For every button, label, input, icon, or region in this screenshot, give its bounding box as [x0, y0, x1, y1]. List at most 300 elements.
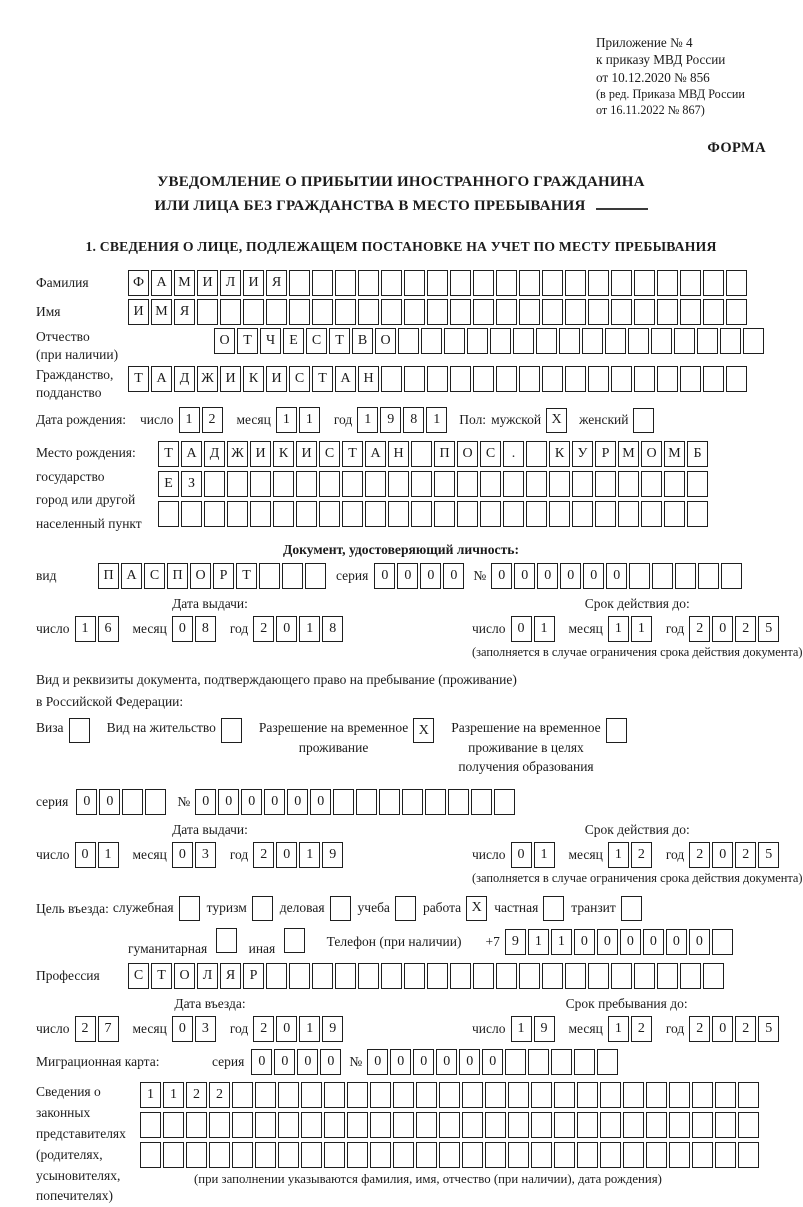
char-cell[interactable]	[312, 270, 333, 296]
char-cell[interactable]	[301, 1082, 322, 1108]
char-cell[interactable]: А	[365, 441, 386, 467]
char-cell[interactable]	[519, 963, 540, 989]
char-cell[interactable]: 1	[608, 1016, 629, 1042]
char-cell[interactable]: 8	[195, 616, 216, 642]
char-cell[interactable]	[421, 328, 442, 354]
char-cell[interactable]: 0	[514, 563, 535, 589]
char-cell[interactable]	[646, 1112, 667, 1138]
char-cell[interactable]: О	[190, 563, 211, 589]
char-cell[interactable]	[703, 963, 724, 989]
char-cell[interactable]	[480, 471, 501, 497]
char-cell[interactable]: 0	[666, 929, 687, 955]
char-cell[interactable]: 9	[505, 929, 526, 955]
char-cell[interactable]: 1	[299, 1016, 320, 1042]
char-cell[interactable]	[490, 328, 511, 354]
char-cell[interactable]: 0	[560, 563, 581, 589]
char-cell[interactable]: В	[352, 328, 373, 354]
char-cell[interactable]: М	[174, 270, 195, 296]
char-cell[interactable]	[312, 963, 333, 989]
char-cell[interactable]	[365, 471, 386, 497]
char-cell[interactable]: М	[151, 299, 172, 325]
char-cell[interactable]	[473, 963, 494, 989]
char-cell[interactable]	[605, 328, 626, 354]
purpose-tourism-checkbox[interactable]	[252, 896, 273, 921]
char-cell[interactable]: 0	[218, 789, 239, 815]
char-cell[interactable]	[526, 471, 547, 497]
char-cell[interactable]: 0	[195, 789, 216, 815]
char-cell[interactable]	[450, 270, 471, 296]
char-cell[interactable]: К	[273, 441, 294, 467]
char-cell[interactable]: 0	[712, 1016, 733, 1042]
char-cell[interactable]: 2	[631, 842, 652, 868]
char-cell[interactable]	[250, 501, 271, 527]
char-cell[interactable]	[715, 1112, 736, 1138]
char-cell[interactable]	[680, 299, 701, 325]
char-cell[interactable]	[388, 471, 409, 497]
char-cell[interactable]	[163, 1112, 184, 1138]
char-cell[interactable]: 0	[251, 1049, 272, 1075]
char-cell[interactable]: М	[618, 441, 639, 467]
char-cell[interactable]	[227, 471, 248, 497]
char-cell[interactable]: 9	[534, 1016, 555, 1042]
char-cell[interactable]	[296, 471, 317, 497]
char-cell[interactable]: Р	[595, 441, 616, 467]
char-cell[interactable]	[536, 328, 557, 354]
char-cell[interactable]: 0	[537, 563, 558, 589]
char-cell[interactable]: 0	[274, 1049, 295, 1075]
char-cell[interactable]: 0	[276, 616, 297, 642]
char-cell[interactable]: Д	[174, 366, 195, 392]
char-cell[interactable]	[439, 1112, 460, 1138]
char-cell[interactable]: О	[641, 441, 662, 467]
char-cell[interactable]	[494, 789, 515, 815]
char-cell[interactable]: 1	[608, 842, 629, 868]
char-cell[interactable]	[381, 963, 402, 989]
char-cell[interactable]	[402, 789, 423, 815]
char-cell[interactable]: 9	[322, 1016, 343, 1042]
char-cell[interactable]: 2	[186, 1082, 207, 1108]
char-cell[interactable]: А	[121, 563, 142, 589]
char-cell[interactable]	[273, 501, 294, 527]
char-cell[interactable]: И	[250, 441, 271, 467]
char-cell[interactable]	[675, 563, 696, 589]
char-cell[interactable]: 0	[374, 563, 395, 589]
char-cell[interactable]: 2	[253, 1016, 274, 1042]
char-cell[interactable]: С	[319, 441, 340, 467]
char-cell[interactable]	[496, 963, 517, 989]
char-cell[interactable]	[588, 270, 609, 296]
char-cell[interactable]	[365, 501, 386, 527]
char-cell[interactable]	[209, 1142, 230, 1168]
char-cell[interactable]: .	[503, 441, 524, 467]
char-cell[interactable]	[301, 1142, 322, 1168]
char-cell[interactable]	[628, 328, 649, 354]
char-cell[interactable]: 1	[179, 407, 200, 433]
char-cell[interactable]: 0	[397, 563, 418, 589]
char-cell[interactable]	[634, 270, 655, 296]
char-cell[interactable]	[393, 1112, 414, 1138]
char-cell[interactable]	[703, 366, 724, 392]
char-cell[interactable]	[618, 501, 639, 527]
char-cell[interactable]	[140, 1112, 161, 1138]
char-cell[interactable]: 0	[459, 1049, 480, 1075]
purpose-humanitarian-checkbox[interactable]	[216, 928, 237, 953]
char-cell[interactable]	[528, 1049, 549, 1075]
char-cell[interactable]: 2	[75, 1016, 96, 1042]
char-cell[interactable]	[319, 471, 340, 497]
char-cell[interactable]	[480, 501, 501, 527]
char-cell[interactable]: 1	[140, 1082, 161, 1108]
char-cell[interactable]	[324, 1082, 345, 1108]
char-cell[interactable]	[542, 963, 563, 989]
char-cell[interactable]: 0	[287, 789, 308, 815]
char-cell[interactable]: С	[306, 328, 327, 354]
char-cell[interactable]: 0	[574, 929, 595, 955]
char-cell[interactable]	[358, 270, 379, 296]
char-cell[interactable]	[577, 1142, 598, 1168]
char-cell[interactable]	[312, 299, 333, 325]
char-cell[interactable]	[305, 563, 326, 589]
char-cell[interactable]	[259, 563, 280, 589]
char-cell[interactable]: 0	[99, 789, 120, 815]
char-cell[interactable]: И	[266, 366, 287, 392]
char-cell[interactable]	[669, 1112, 690, 1138]
char-cell[interactable]	[595, 471, 616, 497]
char-cell[interactable]	[726, 270, 747, 296]
char-cell[interactable]	[503, 471, 524, 497]
char-cell[interactable]	[600, 1142, 621, 1168]
char-cell[interactable]: 0	[76, 789, 97, 815]
char-cell[interactable]: С	[144, 563, 165, 589]
char-cell[interactable]: П	[434, 441, 455, 467]
char-cell[interactable]: С	[289, 366, 310, 392]
char-cell[interactable]: 9	[380, 407, 401, 433]
char-cell[interactable]	[319, 501, 340, 527]
char-cell[interactable]	[381, 270, 402, 296]
char-cell[interactable]	[227, 501, 248, 527]
char-cell[interactable]: 0	[241, 789, 262, 815]
char-cell[interactable]	[411, 441, 432, 467]
char-cell[interactable]: 1	[608, 616, 629, 642]
char-cell[interactable]: 0	[511, 616, 532, 642]
char-cell[interactable]	[197, 299, 218, 325]
char-cell[interactable]: Е	[283, 328, 304, 354]
char-cell[interactable]	[531, 1112, 552, 1138]
char-cell[interactable]	[404, 299, 425, 325]
char-cell[interactable]	[657, 270, 678, 296]
char-cell[interactable]	[692, 1142, 713, 1168]
char-cell[interactable]: Р	[243, 963, 264, 989]
char-cell[interactable]: 0	[320, 1049, 341, 1075]
char-cell[interactable]: 9	[322, 842, 343, 868]
char-cell[interactable]: 1	[299, 407, 320, 433]
char-cell[interactable]: К	[243, 366, 264, 392]
purpose-work-checkbox[interactable]: X	[466, 896, 487, 921]
char-cell[interactable]: И	[243, 270, 264, 296]
char-cell[interactable]	[674, 328, 695, 354]
char-cell[interactable]	[657, 366, 678, 392]
char-cell[interactable]	[370, 1112, 391, 1138]
char-cell[interactable]: 0	[413, 1049, 434, 1075]
char-cell[interactable]	[122, 789, 143, 815]
char-cell[interactable]	[574, 1049, 595, 1075]
char-cell[interactable]: 1	[551, 929, 572, 955]
char-cell[interactable]: 3	[195, 1016, 216, 1042]
char-cell[interactable]	[370, 1142, 391, 1168]
char-cell[interactable]	[158, 501, 179, 527]
char-cell[interactable]	[416, 1142, 437, 1168]
char-cell[interactable]	[204, 501, 225, 527]
char-cell[interactable]: 2	[735, 1016, 756, 1042]
char-cell[interactable]: О	[375, 328, 396, 354]
char-cell[interactable]	[404, 366, 425, 392]
char-cell[interactable]	[577, 1112, 598, 1138]
char-cell[interactable]	[577, 1082, 598, 1108]
char-cell[interactable]: 0	[172, 842, 193, 868]
char-cell[interactable]	[692, 1112, 713, 1138]
char-cell[interactable]	[416, 1112, 437, 1138]
char-cell[interactable]: Л	[197, 963, 218, 989]
char-cell[interactable]	[462, 1082, 483, 1108]
char-cell[interactable]	[347, 1142, 368, 1168]
char-cell[interactable]	[565, 366, 586, 392]
char-cell[interactable]: 1	[98, 842, 119, 868]
char-cell[interactable]: П	[167, 563, 188, 589]
char-cell[interactable]	[554, 1082, 575, 1108]
char-cell[interactable]	[411, 501, 432, 527]
char-cell[interactable]	[508, 1082, 529, 1108]
char-cell[interactable]	[411, 471, 432, 497]
char-cell[interactable]	[398, 328, 419, 354]
char-cell[interactable]: С	[480, 441, 501, 467]
char-cell[interactable]: 0	[75, 842, 96, 868]
char-cell[interactable]	[669, 1142, 690, 1168]
char-cell[interactable]: 1	[534, 842, 555, 868]
char-cell[interactable]	[145, 789, 166, 815]
char-cell[interactable]	[692, 1082, 713, 1108]
char-cell[interactable]	[485, 1082, 506, 1108]
char-cell[interactable]	[738, 1082, 759, 1108]
char-cell[interactable]	[687, 471, 708, 497]
char-cell[interactable]	[457, 471, 478, 497]
char-cell[interactable]: Т	[342, 441, 363, 467]
char-cell[interactable]: Б	[687, 441, 708, 467]
purpose-official-checkbox[interactable]	[179, 896, 200, 921]
char-cell[interactable]: Я	[266, 270, 287, 296]
char-cell[interactable]	[623, 1112, 644, 1138]
char-cell[interactable]	[559, 328, 580, 354]
char-cell[interactable]: Я	[174, 299, 195, 325]
char-cell[interactable]: 2	[735, 616, 756, 642]
char-cell[interactable]	[427, 270, 448, 296]
char-cell[interactable]	[278, 1142, 299, 1168]
char-cell[interactable]	[448, 789, 469, 815]
char-cell[interactable]	[554, 1112, 575, 1138]
char-cell[interactable]	[703, 299, 724, 325]
char-cell[interactable]: 0	[367, 1049, 388, 1075]
char-cell[interactable]	[444, 328, 465, 354]
char-cell[interactable]	[186, 1112, 207, 1138]
char-cell[interactable]	[738, 1112, 759, 1138]
char-cell[interactable]	[347, 1112, 368, 1138]
char-cell[interactable]	[565, 270, 586, 296]
char-cell[interactable]: 2	[689, 1016, 710, 1042]
char-cell[interactable]: О	[457, 441, 478, 467]
char-cell[interactable]	[651, 328, 672, 354]
char-cell[interactable]	[549, 471, 570, 497]
char-cell[interactable]: Н	[358, 366, 379, 392]
purpose-private-checkbox[interactable]	[543, 896, 564, 921]
char-cell[interactable]	[721, 563, 742, 589]
char-cell[interactable]	[623, 1082, 644, 1108]
char-cell[interactable]	[335, 299, 356, 325]
char-cell[interactable]	[381, 299, 402, 325]
char-cell[interactable]: 0	[597, 929, 618, 955]
char-cell[interactable]	[657, 963, 678, 989]
purpose-other-checkbox[interactable]	[284, 928, 305, 953]
char-cell[interactable]: 0	[276, 1016, 297, 1042]
char-cell[interactable]: 2	[735, 842, 756, 868]
char-cell[interactable]	[519, 299, 540, 325]
char-cell[interactable]: С	[128, 963, 149, 989]
char-cell[interactable]: О	[214, 328, 235, 354]
char-cell[interactable]: 0	[172, 616, 193, 642]
char-cell[interactable]	[462, 1142, 483, 1168]
char-cell[interactable]	[427, 963, 448, 989]
char-cell[interactable]: Ф	[128, 270, 149, 296]
char-cell[interactable]: 0	[583, 563, 604, 589]
char-cell[interactable]	[471, 789, 492, 815]
char-cell[interactable]	[526, 501, 547, 527]
char-cell[interactable]: 1	[534, 616, 555, 642]
char-cell[interactable]	[526, 441, 547, 467]
char-cell[interactable]	[720, 328, 741, 354]
char-cell[interactable]	[204, 471, 225, 497]
char-cell[interactable]	[342, 471, 363, 497]
char-cell[interactable]	[416, 1082, 437, 1108]
char-cell[interactable]	[712, 929, 733, 955]
char-cell[interactable]	[358, 299, 379, 325]
char-cell[interactable]	[634, 963, 655, 989]
char-cell[interactable]: И	[128, 299, 149, 325]
char-cell[interactable]	[646, 1082, 667, 1108]
char-cell[interactable]	[697, 328, 718, 354]
char-cell[interactable]	[220, 299, 241, 325]
char-cell[interactable]: 0	[606, 563, 627, 589]
char-cell[interactable]: 1	[299, 842, 320, 868]
char-cell[interactable]	[738, 1142, 759, 1168]
char-cell[interactable]	[427, 366, 448, 392]
char-cell[interactable]: О	[174, 963, 195, 989]
char-cell[interactable]: Ч	[260, 328, 281, 354]
char-cell[interactable]: 1	[299, 616, 320, 642]
char-cell[interactable]: Я	[220, 963, 241, 989]
char-cell[interactable]: 5	[758, 842, 779, 868]
char-cell[interactable]	[508, 1142, 529, 1168]
char-cell[interactable]	[425, 789, 446, 815]
char-cell[interactable]	[652, 563, 673, 589]
char-cell[interactable]	[657, 299, 678, 325]
char-cell[interactable]	[467, 328, 488, 354]
char-cell[interactable]: 0	[643, 929, 664, 955]
char-cell[interactable]: 0	[390, 1049, 411, 1075]
char-cell[interactable]	[278, 1112, 299, 1138]
char-cell[interactable]: 0	[620, 929, 641, 955]
char-cell[interactable]	[680, 963, 701, 989]
char-cell[interactable]	[342, 501, 363, 527]
char-cell[interactable]: 0	[436, 1049, 457, 1075]
char-cell[interactable]	[163, 1142, 184, 1168]
char-cell[interactable]: 2	[689, 842, 710, 868]
char-cell[interactable]	[289, 963, 310, 989]
char-cell[interactable]	[485, 1112, 506, 1138]
char-cell[interactable]	[542, 299, 563, 325]
char-cell[interactable]: 8	[403, 407, 424, 433]
char-cell[interactable]	[542, 270, 563, 296]
char-cell[interactable]	[457, 501, 478, 527]
char-cell[interactable]	[356, 789, 377, 815]
char-cell[interactable]	[519, 270, 540, 296]
char-cell[interactable]: И	[197, 270, 218, 296]
char-cell[interactable]	[181, 501, 202, 527]
char-cell[interactable]	[243, 299, 264, 325]
char-cell[interactable]: Т	[312, 366, 333, 392]
char-cell[interactable]: 0	[297, 1049, 318, 1075]
char-cell[interactable]: 2	[253, 616, 274, 642]
char-cell[interactable]	[462, 1112, 483, 1138]
char-cell[interactable]	[404, 270, 425, 296]
visa-checkbox[interactable]	[69, 718, 90, 743]
char-cell[interactable]	[473, 299, 494, 325]
char-cell[interactable]: 0	[491, 563, 512, 589]
char-cell[interactable]	[301, 1112, 322, 1138]
char-cell[interactable]	[687, 501, 708, 527]
char-cell[interactable]	[255, 1112, 276, 1138]
char-cell[interactable]: 0	[689, 929, 710, 955]
char-cell[interactable]	[289, 299, 310, 325]
char-cell[interactable]	[335, 963, 356, 989]
char-cell[interactable]: П	[98, 563, 119, 589]
sex-female-checkbox[interactable]	[633, 408, 654, 433]
char-cell[interactable]: 0	[712, 616, 733, 642]
char-cell[interactable]	[715, 1142, 736, 1168]
char-cell[interactable]: 5	[758, 1016, 779, 1042]
char-cell[interactable]	[664, 471, 685, 497]
char-cell[interactable]	[629, 563, 650, 589]
char-cell[interactable]: 0	[511, 842, 532, 868]
char-cell[interactable]	[508, 1112, 529, 1138]
char-cell[interactable]	[582, 328, 603, 354]
char-cell[interactable]	[588, 299, 609, 325]
char-cell[interactable]: 7	[98, 1016, 119, 1042]
char-cell[interactable]	[698, 563, 719, 589]
char-cell[interactable]	[743, 328, 764, 354]
char-cell[interactable]	[282, 563, 303, 589]
char-cell[interactable]: Т	[128, 366, 149, 392]
char-cell[interactable]	[542, 366, 563, 392]
char-cell[interactable]	[209, 1112, 230, 1138]
char-cell[interactable]: 1	[426, 407, 447, 433]
char-cell[interactable]: Д	[204, 441, 225, 467]
char-cell[interactable]	[496, 270, 517, 296]
char-cell[interactable]: 0	[310, 789, 331, 815]
char-cell[interactable]	[186, 1142, 207, 1168]
char-cell[interactable]	[379, 789, 400, 815]
char-cell[interactable]	[496, 366, 517, 392]
char-cell[interactable]	[232, 1112, 253, 1138]
char-cell[interactable]: 8	[322, 616, 343, 642]
char-cell[interactable]: 0	[443, 563, 464, 589]
